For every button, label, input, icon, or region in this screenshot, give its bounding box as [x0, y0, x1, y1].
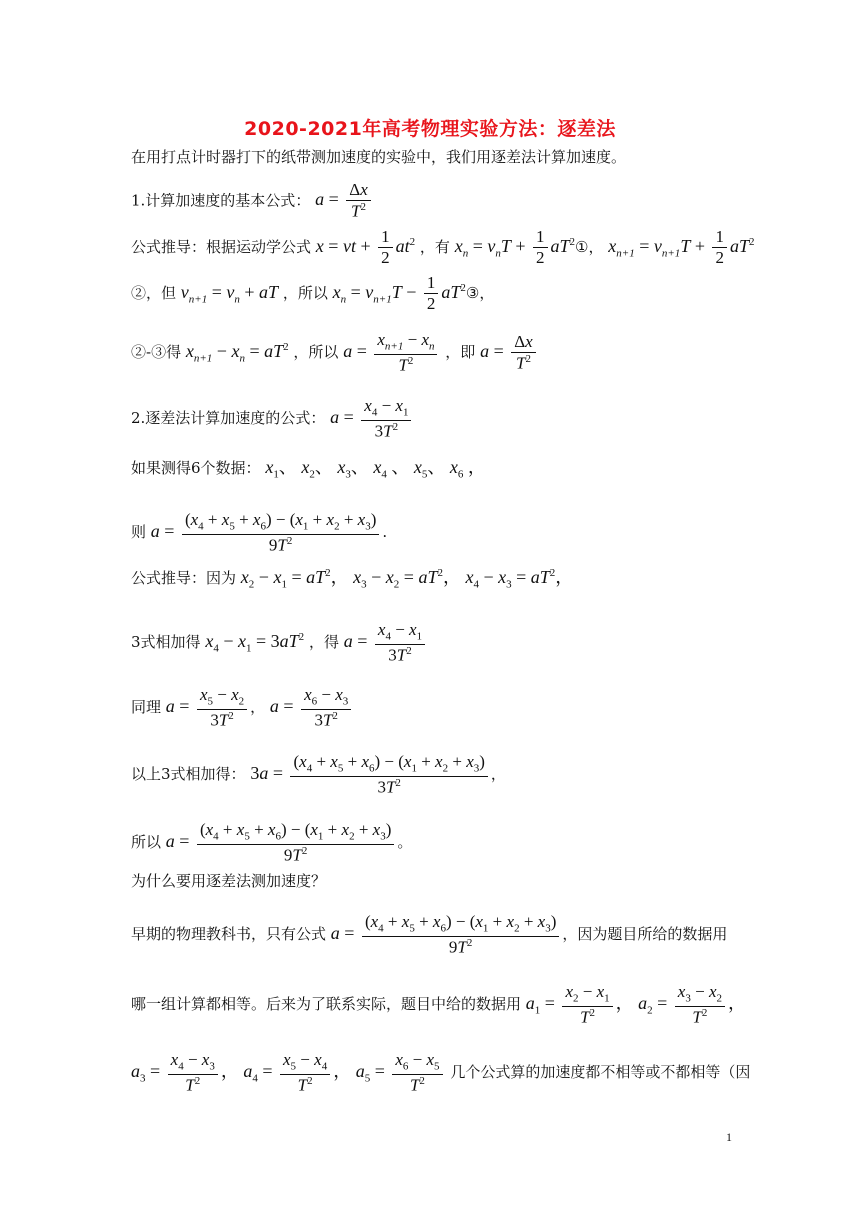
- difference-equations: $x_2 - x_1 = aT^2$， $x_3 - x_2 = aT^2$， $x_4 - x_3 = aT^2$，: [240, 567, 574, 591]
- similarly-line: 同理 a = $\frac{x_5 - x_2}{3T^2}$ ， a = $\frac{x_6 - x_3}{3T^2}$: [131, 685, 354, 731]
- formula-a-52: a = $\frac{x_5 - x_2}{3T^2}$: [166, 696, 250, 716]
- subtract-label: ②-③得: [131, 342, 182, 361]
- six-data-formula-line: [131, 510, 387, 556]
- marker-3: ③，: [465, 284, 495, 303]
- formula-a1-a2: $a_1$ = $\frac{x_2 - x_1}{T^2}$ ， $a_2$ = $\frac{x_3 - x_2}{T^2}$ ，: [525, 982, 746, 1027]
- basic-formula-line: [131, 180, 374, 222]
- text-ie: ，即: [445, 342, 476, 361]
- text-then: 则: [131, 522, 147, 541]
- section-1-label: 1.计算加速度的基本公式：: [131, 191, 311, 210]
- last-line: [131, 1050, 750, 1096]
- derivation-2-label: 公式推导：因为: [131, 569, 237, 587]
- document-title: 2020-2021年高考物理实验方法：逐差法: [244, 118, 616, 140]
- sum-three-label: 3式相加得: [131, 632, 201, 651]
- data-list: $x_1$、 $x_2$、 $x_3$、 $x_4$ 、 $x_5$、 $x_6$ ，: [265, 457, 486, 481]
- section-2-line: [131, 396, 414, 442]
- later-line: [131, 982, 746, 1028]
- derivation-label: 公式推导：根据运动学公式: [131, 238, 312, 257]
- why-question: 为什么要用逐差法测加速度？: [131, 872, 327, 890]
- add-label: 以上3式相加得：: [131, 764, 246, 783]
- text-later: 哪一组计算都相等。后来为了联系实际，题目中给的数据用: [131, 994, 522, 1013]
- text-so-3: 所以: [131, 832, 162, 851]
- section-2-label: 2.逐差法计算加速度的公式：: [131, 408, 326, 427]
- formula-a-41: a = $\frac{x_4 - x_1}{3T^2}$: [344, 631, 428, 651]
- formula-a-delta-x-2: a = $\frac{\Delta x}{T^2}$: [480, 341, 539, 361]
- velocity-relation: $v_{n+1} = v_n$ + aT: [180, 282, 279, 306]
- text-last-tail: 几个公式算的加速度都不相等或不都相等（因: [450, 1062, 751, 1081]
- kinematic-formula: x = vt + $\frac{1}{2}$ $at^2$: [315, 227, 416, 268]
- formula-six-data: a = $\frac{(x_4 + x_5 + x_6) - (x_1 + x_2 + x_3)}{9T^2}$: [151, 521, 383, 541]
- derivation-line-2: [131, 273, 494, 315]
- six-data-label: 如果测得6个数据：: [131, 459, 261, 477]
- formula-a-delta-x: a = $\frac{\Delta x}{T^2}$: [315, 189, 374, 209]
- derivation-line-3: [131, 330, 539, 376]
- text-early-2: ，因为题目所给的数据用: [562, 924, 728, 943]
- derivation-2-line: [131, 568, 573, 591]
- formula-a-63: a = $\frac{x_6 - x_3}{3T^2}$: [270, 696, 354, 716]
- sum-three-line: [131, 620, 428, 666]
- marker-2: ②，但: [131, 284, 177, 303]
- sum-equation: $x_4 - x_1 = 3aT^2$: [205, 630, 305, 655]
- marker-1: ①，: [575, 238, 604, 257]
- text-so-2: ，所以: [293, 342, 339, 361]
- early-textbook-line: [131, 912, 727, 958]
- text-so: ，所以: [282, 284, 328, 303]
- text-get: ，得: [308, 632, 339, 651]
- conclusion-line: [131, 820, 412, 866]
- six-data-line: [131, 458, 486, 481]
- formula-a-diff: a = $\frac{x_{n+1} - x_n}{T^2}$: [343, 341, 440, 361]
- text-comma: ，: [490, 764, 506, 783]
- add-line: [131, 752, 506, 798]
- formula-3a: 3a = $\frac{(x_4 + x_5 + x_6) - (x_1 + x_2 + x_3)}{3T^2}$: [250, 763, 491, 783]
- page-number: 1: [726, 1130, 732, 1144]
- formula-successive-diff: a = $\frac{x_4 - x_1}{3T^2}$: [330, 407, 414, 427]
- equation-1: $x_n = v_nT$ + $\frac{1}{2}$ $aT^2$: [454, 227, 576, 268]
- text-early: 早期的物理教科书，只有公式: [131, 924, 327, 943]
- intro-paragraph: 在用打点计时器打下的纸带测加速度的实验中，我们用逐差法计算加速度。: [131, 148, 627, 166]
- formula-final: a = $\frac{(x_4 + x_5 + x_6) - (x_1 + x_2 + x_3)}{9T^2}$: [166, 831, 398, 851]
- formula-a3-a5: $a_3$ = $\frac{x_4 - x_3}{T^2}$ ， $a_4$ = $\frac{x_5 - x_4}{T^2}$ ， $a_5$ = $\frac{x_6 - x_5}{T^2}$: [131, 1061, 446, 1081]
- equation-3: $x_n = v_{n+1}T$ − $\frac{1}{2}$ $aT^2$: [332, 273, 466, 314]
- text-have: ，有: [419, 238, 450, 257]
- text-similarly: 同理: [131, 697, 162, 716]
- formula-early: a = $\frac{(x_4 + x_5 + x_6) - (x_1 + x_2 + x_3)}{9T^2}$: [331, 923, 563, 943]
- equation-2: $x_{n+1} = v_{n+1}T$ + $\frac{1}{2}$ $aT^2$: [608, 227, 755, 268]
- derivation-line-1: [131, 227, 755, 269]
- text-period: .: [382, 522, 388, 541]
- text-end-mark: 。: [397, 832, 413, 851]
- difference-formula: $x_{n+1} - x_n = aT^2$: [185, 340, 289, 365]
